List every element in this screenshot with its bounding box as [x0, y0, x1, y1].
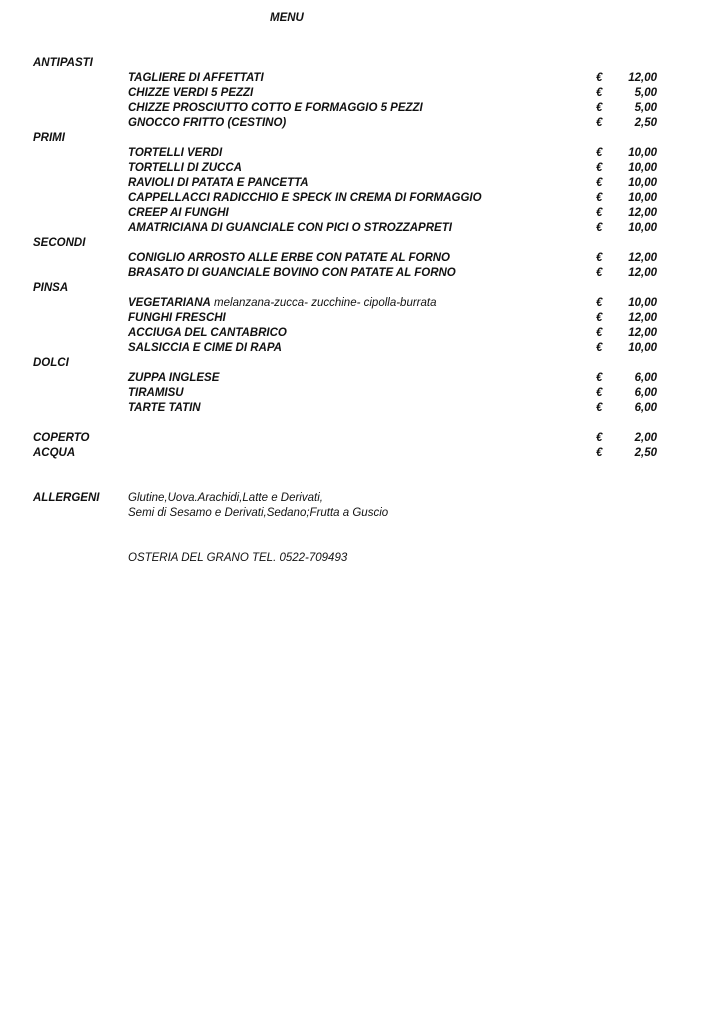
- menu-item-name: TARTE TATIN: [128, 402, 201, 414]
- currency-symbol: €: [596, 252, 603, 264]
- currency-symbol: €: [596, 192, 603, 204]
- extra-price: 2,50: [634, 447, 657, 459]
- menu-item-price: 6,00: [634, 402, 657, 414]
- menu-item-price: 6,00: [634, 372, 657, 384]
- currency-symbol: €: [596, 87, 603, 99]
- menu-item-price: 2,50: [634, 117, 657, 129]
- menu-item-price: 10,00: [628, 177, 657, 189]
- menu-item-name: ZUPPA INGLESE: [128, 372, 220, 384]
- allergens-line: Semi di Sesamo e Derivati,Sedano;Frutta a Guscio: [128, 507, 389, 519]
- menu-item-name: FUNGHI FRESCHI: [128, 312, 226, 324]
- currency-symbol: €: [596, 162, 603, 174]
- menu-item-price: 12,00: [628, 72, 657, 84]
- menu-item-name: CREEP AI FUNGHI: [128, 207, 229, 219]
- allergens-label: ALLERGENI: [33, 492, 100, 504]
- currency-symbol: €: [596, 342, 603, 354]
- currency-symbol: €: [596, 117, 603, 129]
- menu-item-name: TORTELLI DI ZUCCA: [128, 162, 242, 174]
- currency-symbol: €: [596, 312, 603, 324]
- restaurant-contact: OSTERIA DEL GRANO TEL. 0522-709493: [128, 552, 348, 564]
- menu-item-price: 10,00: [628, 222, 657, 234]
- menu-item-name-main: VEGETARIANA: [128, 297, 211, 309]
- menu-item-detail: melanzana-zucca- zucchine- cipolla-burrata: [210, 297, 437, 309]
- currency-symbol: €: [596, 102, 603, 114]
- menu-item-price: 5,00: [634, 87, 657, 99]
- extra-acqua-label: ACQUA: [33, 447, 76, 459]
- menu-item-name: CHIZZE VERDI 5 PEZZI: [128, 87, 254, 99]
- menu-item-name: [128, 296, 437, 311]
- currency-symbol: €: [596, 387, 603, 399]
- menu-item-price: 12,00: [628, 267, 657, 279]
- menu-item-name: GNOCCO FRITTO (CESTINO): [128, 117, 287, 129]
- currency-symbol: €: [596, 297, 603, 309]
- menu-item-price: 12,00: [628, 327, 657, 339]
- menu-item-name: ACCIUGA DEL CANTABRICO: [128, 327, 287, 339]
- menu-item-price: 12,00: [628, 207, 657, 219]
- extra-price: 2,00: [634, 432, 657, 444]
- section-dolci-heading: DOLCI: [33, 357, 69, 369]
- menu-item-price: 10,00: [628, 297, 657, 309]
- menu-item-name: CAPPELLACCI RADICCHIO E SPECK IN CREMA DI FORMAGGIO: [128, 192, 482, 204]
- menu-item-name: BRASATO DI GUANCIALE BOVINO CON PATATE AL FORNO: [128, 267, 456, 279]
- menu-item-price: 5,00: [634, 102, 657, 114]
- menu-item-price: 10,00: [628, 342, 657, 354]
- section-primi-heading: PRIMI: [33, 132, 65, 144]
- currency-symbol: €: [596, 147, 603, 159]
- menu-item-name: AMATRICIANA DI GUANCIALE CON PICI O STROZZAPRETI: [128, 222, 452, 234]
- menu-item-name: TORTELLI VERDI: [128, 147, 223, 159]
- currency-symbol: €: [596, 222, 603, 234]
- currency-symbol: €: [596, 402, 603, 414]
- menu-item-name: TIRAMISU: [128, 387, 184, 399]
- currency-symbol: €: [596, 372, 603, 384]
- extra-coperto-label: COPERTO: [33, 432, 90, 444]
- menu-item-price: 10,00: [628, 162, 657, 174]
- section-pinsa-heading: PINSA: [33, 282, 69, 294]
- menu-item-name: RAVIOLI DI PATATA E PANCETTA: [128, 177, 309, 189]
- menu-item-price: 6,00: [634, 387, 657, 399]
- currency-symbol: €: [596, 432, 603, 444]
- section-antipasti-heading: ANTIPASTI: [33, 57, 93, 69]
- page-title: MENU: [270, 12, 304, 24]
- menu-item-price: 10,00: [628, 147, 657, 159]
- menu-item-name: CONIGLIO ARROSTO ALLE ERBE CON PATATE AL FORNO: [128, 252, 450, 264]
- currency-symbol: €: [596, 177, 603, 189]
- currency-symbol: €: [596, 267, 603, 279]
- menu-item-price: 10,00: [628, 192, 657, 204]
- currency-symbol: €: [596, 207, 603, 219]
- menu-item-price: 12,00: [628, 252, 657, 264]
- currency-symbol: €: [596, 447, 603, 459]
- currency-symbol: €: [596, 327, 603, 339]
- menu-item-name: SALSICCIA E CIME DI RAPA: [128, 342, 282, 354]
- currency-symbol: €: [596, 72, 603, 84]
- section-secondi-heading: SECONDI: [33, 237, 86, 249]
- menu-item-name: TAGLIERE DI AFFETTATI: [128, 72, 264, 84]
- allergens-line: Glutine,Uova.Arachidi,Latte e Derivati,: [128, 492, 323, 504]
- menu-item-price: 12,00: [628, 312, 657, 324]
- menu-item-name: CHIZZE PROSCIUTTO COTTO E FORMAGGIO 5 PEZZI: [128, 102, 423, 114]
